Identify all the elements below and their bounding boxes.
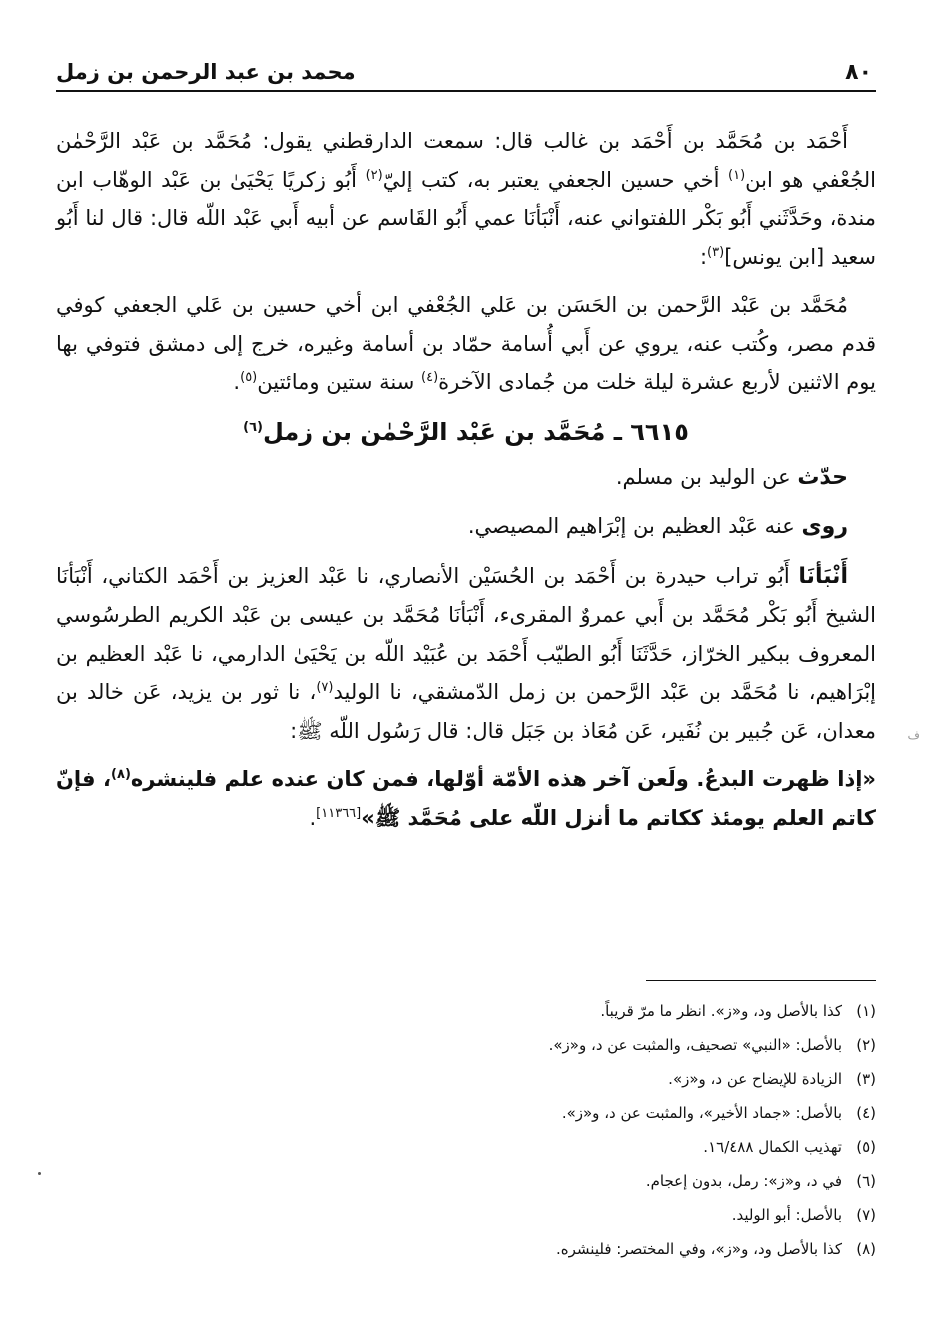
footnote-8 (56, 1232, 876, 1266)
para-text: أَبُو زكريًا يَحْيَىٰ بن عَبْد الوهّاب ابن مندة، وحَدَّثَني أَبُو بَكْر اللفتواني عنه، أَنْبَأنَا عمي أَبُو القَاسم عن أبيه أَبي عَبْد اللّه قال: قال لنا أَبُو سعيد [ابن يونس] (56, 167, 876, 269)
para-text: سنة ستين ومائتين (257, 370, 422, 394)
entry-heading (56, 412, 876, 452)
hadith-number: [١١٣٦٦] (316, 805, 362, 821)
page-header (56, 56, 876, 92)
hadith-text (56, 760, 876, 837)
footnote-number: (١) (856, 1002, 876, 1020)
footnote-3 (56, 1062, 876, 1096)
footnote-text: تهذيب الكمال ١٦/٤٨٨. (703, 1138, 842, 1156)
footnote-number: (٣) (856, 1070, 876, 1088)
footnote-7 (56, 1198, 876, 1232)
footnote-ref-3[interactable]: (٣) (707, 244, 725, 260)
scan-mark: ف (907, 728, 920, 742)
keyword-rawa: روى (801, 514, 848, 539)
footnote-ref-4[interactable]: (٤) (421, 370, 439, 385)
footnote-ref-2[interactable]: (٢) (365, 167, 383, 183)
footnote-2 (56, 1028, 876, 1062)
footnote-text: كذا بالأصل ود، و«ز»، وفي المختصر: فلينشره. (556, 1240, 842, 1258)
footnote-ref-8[interactable]: (٨) (111, 767, 131, 782)
paragraph-rawa (56, 507, 876, 547)
footnote-text: بالأصل: «جماد الأخير»، والمثبت عن د، و«ز». (561, 1104, 842, 1122)
main-text (56, 122, 876, 847)
footnote-number: (٧) (856, 1206, 876, 1224)
footnote-5 (56, 1130, 876, 1164)
paragraph-darqutni (56, 122, 876, 276)
para-text: : (699, 244, 708, 269)
paragraph-isnad (56, 557, 876, 751)
para-text: مُحَمَّد بن عَبْد الرَّحمن بن الحَسَن بن عَلي الجُعْفي ابن أخي حسين بن عَلي الجعفي كوفي قدم مصر، وكُتب عنه، يروي عن أَبي أُسامة حمّاد بن أسامة وغيره، خرج إلى دمشق فتوفي بها يوم الاثنين لأربع عشرة ليلة خلت من جُمادى الآخرة (56, 293, 876, 394)
book-page (56, 0, 876, 1336)
hadith-body: «إذا ظهرت البدعُ. ولَعن آخر هذه الأمّة أوّلها، فمن كان عنده علم فلينشره (130, 767, 877, 791)
para-text: أخي حسين الجعفي يعتبر به، كتب إليّ (382, 167, 729, 192)
entry-heading-text: ٦٦١٥ ـ مُحَمَّد بن عَبْد الرَّحْمٰن بن زمل (262, 417, 689, 446)
footnotes (56, 994, 876, 1266)
footnote-4 (56, 1096, 876, 1130)
scan-dot (38, 1172, 41, 1175)
footnote-text: كذا بالأصل ود، و«ز». انظر ما مرّ قريباً. (600, 1002, 842, 1020)
para-text: أَحْمَد بن مُحَمَّد بن أَحْمَد بن غالب قال: سمعت الدارقطني يقول: مُحَمَّد بن عَبْد الرَّحْمٰن الجُعْفي هو ابن (56, 129, 876, 192)
footnote-ref-6[interactable]: (٦) (243, 419, 263, 435)
footnote-6 (56, 1164, 876, 1198)
para-text: عنه عَبْد العظيم بن إبْرَاهيم المصيصي. (467, 514, 802, 538)
footnote-ref-5[interactable]: (٥) (240, 370, 258, 385)
footnote-number: (٨) (856, 1240, 876, 1258)
footnote-ref-1[interactable]: (١) (728, 167, 746, 183)
paragraph-ibn-yunus (56, 286, 876, 402)
footnote-ref-7[interactable]: (٧) (316, 680, 334, 695)
keyword-anbana: أَنْبَأنَا (798, 563, 848, 589)
footnote-text: الزيادة للإيضاح عن د، و«ز». (668, 1070, 842, 1088)
paragraph-hadath (56, 458, 876, 498)
para-text: أَبُو تراب حيدرة بن أَحْمَد بن الحُسَيْن الأنصاري، نا عَبْد العزيز بن أَحْمَد الكتاني، أَنْبَأنَا الشيخ أَبُو بَكْر مُحَمَّد بن أَبي عمروٌ المقرىء، أَنْبَأنَا مُحَمَّد بن عيسى بن عَبْد الكريم الطرسُوسي المعروف ببكير الخرّاز، حَدَّثَنَا أَبُو الطيّب أَحْمَد بن عُبَيْد اللّه بن يَحْيَىٰ الدارمي، نا عَبْد العظيم بن إبْرَاهيم، نا مُحَمَّد بن عَبْد الرَّحمن بن زمل الدّمشقي، نا الوليد (56, 563, 876, 704)
footnote-number: (٦) (856, 1172, 876, 1190)
footnote-number: (٢) (856, 1036, 876, 1054)
keyword-hadath: حدّث (797, 464, 848, 490)
para-text: ، نا ثور بن يزيد، عَن خالد بن معدان، عَن جُبير بن نُفَير، عَن مُعَاذ بن جَبَل قال: قال رَسُول اللّه ﷺ: (56, 680, 876, 743)
para-text: عن الوليد بن مسلم. (615, 464, 798, 489)
footnote-text: بالأصل: «النبي» تصحيف، والمثبت عن د، و«ز». (548, 1036, 842, 1054)
footnote-number: (٤) (856, 1104, 876, 1122)
footnote-1 (56, 994, 876, 1028)
hadith-body: . (309, 805, 317, 830)
running-title: محمد بن عبد الرحمن بن زمل (56, 60, 356, 84)
footnote-separator (646, 980, 876, 981)
footnote-number: (٥) (856, 1138, 876, 1156)
para-text: . (233, 370, 241, 394)
footnote-text: بالأصل: أبو الوليد. (731, 1206, 842, 1224)
footnote-text: في د، و«ز»: رمل، بدون إعجام. (645, 1172, 842, 1190)
page-number: ٨٠ (845, 60, 872, 85)
hadith-body: ، فإنّ كاتم العلم يومئذ ككاتم ما أنزل اللّه على مُحَمَّد ﷺ» (56, 767, 876, 830)
